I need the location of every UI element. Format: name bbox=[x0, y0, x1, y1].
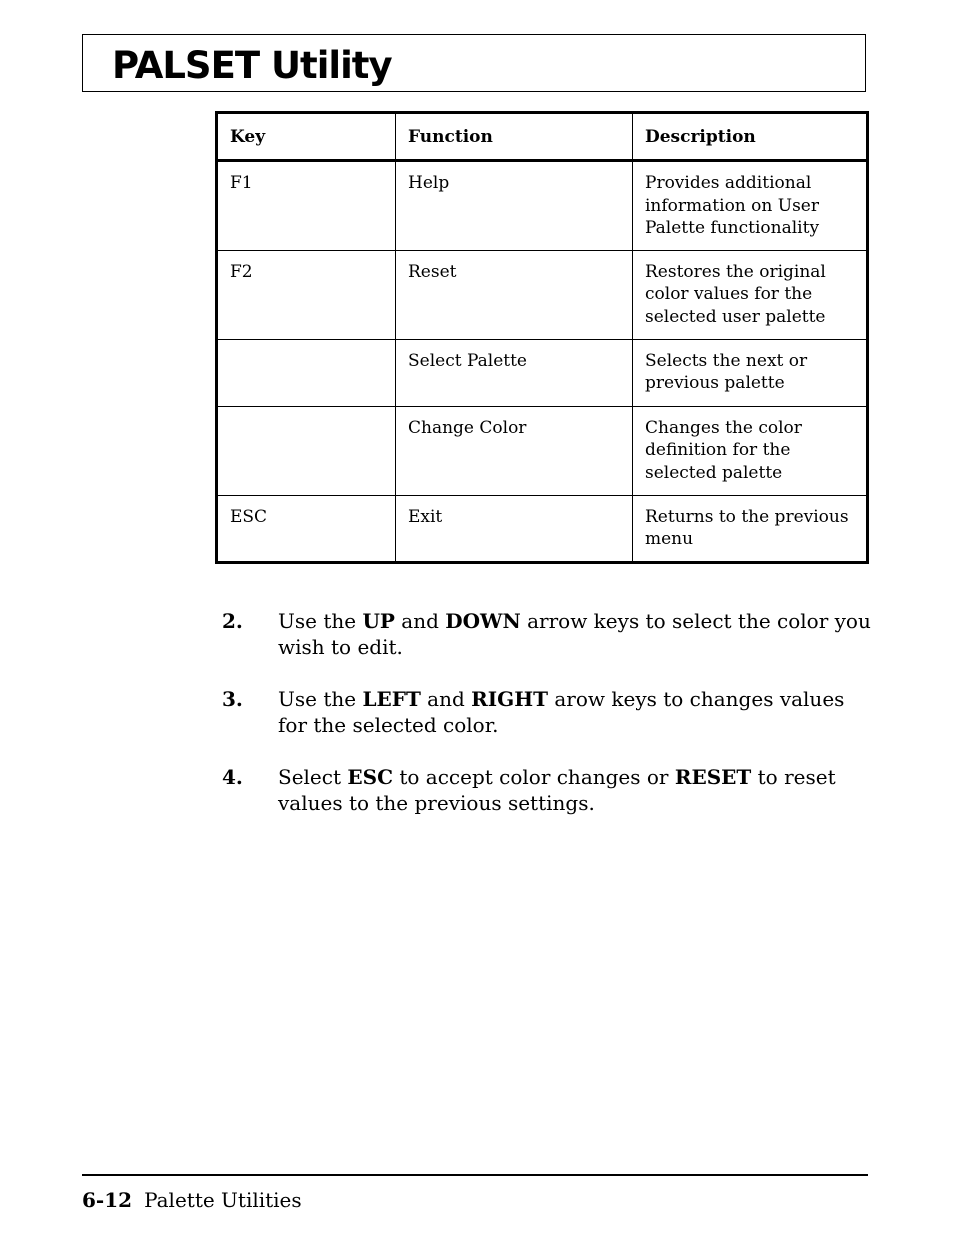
cell-key bbox=[217, 339, 396, 406]
step-text: Select ESC to accept color changes or RESET to reset values to the previous settings. bbox=[278, 765, 836, 815]
cell-description: Provides additional information on User Palette functionality bbox=[633, 161, 868, 251]
cell-function: Help bbox=[396, 161, 633, 251]
footer-divider bbox=[82, 1174, 868, 1176]
header-description: Description bbox=[633, 113, 868, 161]
table-row bbox=[217, 161, 868, 251]
header-function: Function bbox=[396, 113, 633, 161]
step-text: Use the LEFT and RIGHT arow keys to changes values for the selected color. bbox=[278, 687, 845, 737]
cell-description: Restores the original color values for the selected user palette bbox=[633, 250, 868, 339]
step-number: 3. bbox=[222, 687, 243, 711]
cell-description: Returns to the previous menu bbox=[633, 495, 868, 562]
page-footer bbox=[82, 1186, 302, 1214]
cell-function: Exit bbox=[396, 495, 633, 562]
page-title: PALSET Utility bbox=[112, 44, 392, 87]
cell-key: ESC bbox=[217, 495, 396, 562]
page-number: 6-12 bbox=[82, 1188, 133, 1212]
table-row bbox=[217, 250, 868, 339]
step-item bbox=[222, 764, 882, 816]
section-name: Palette Utilities bbox=[144, 1188, 302, 1212]
step-text: Use the UP and DOWN arrow keys to select the color you wish to edit. bbox=[278, 609, 871, 659]
table-row bbox=[217, 495, 868, 562]
key-function-table bbox=[215, 111, 869, 564]
cell-function: Reset bbox=[396, 250, 633, 339]
step-item bbox=[222, 608, 882, 660]
cell-description: Selects the next or previous palette bbox=[633, 339, 868, 406]
steps-list bbox=[222, 608, 882, 842]
header-key: Key bbox=[217, 113, 396, 161]
table-row bbox=[217, 406, 868, 495]
cell-function: Change Color bbox=[396, 406, 633, 495]
step-item bbox=[222, 686, 882, 738]
cell-function: Select Palette bbox=[396, 339, 633, 406]
cell-key: F1 bbox=[217, 161, 396, 251]
step-number: 4. bbox=[222, 765, 243, 789]
cell-key bbox=[217, 406, 396, 495]
step-number: 2. bbox=[222, 609, 243, 633]
table-row bbox=[217, 339, 868, 406]
table-header-row bbox=[217, 113, 868, 161]
cell-key: F2 bbox=[217, 250, 396, 339]
title-box bbox=[82, 34, 866, 92]
cell-description: Changes the color definition for the selected palette bbox=[633, 406, 868, 495]
